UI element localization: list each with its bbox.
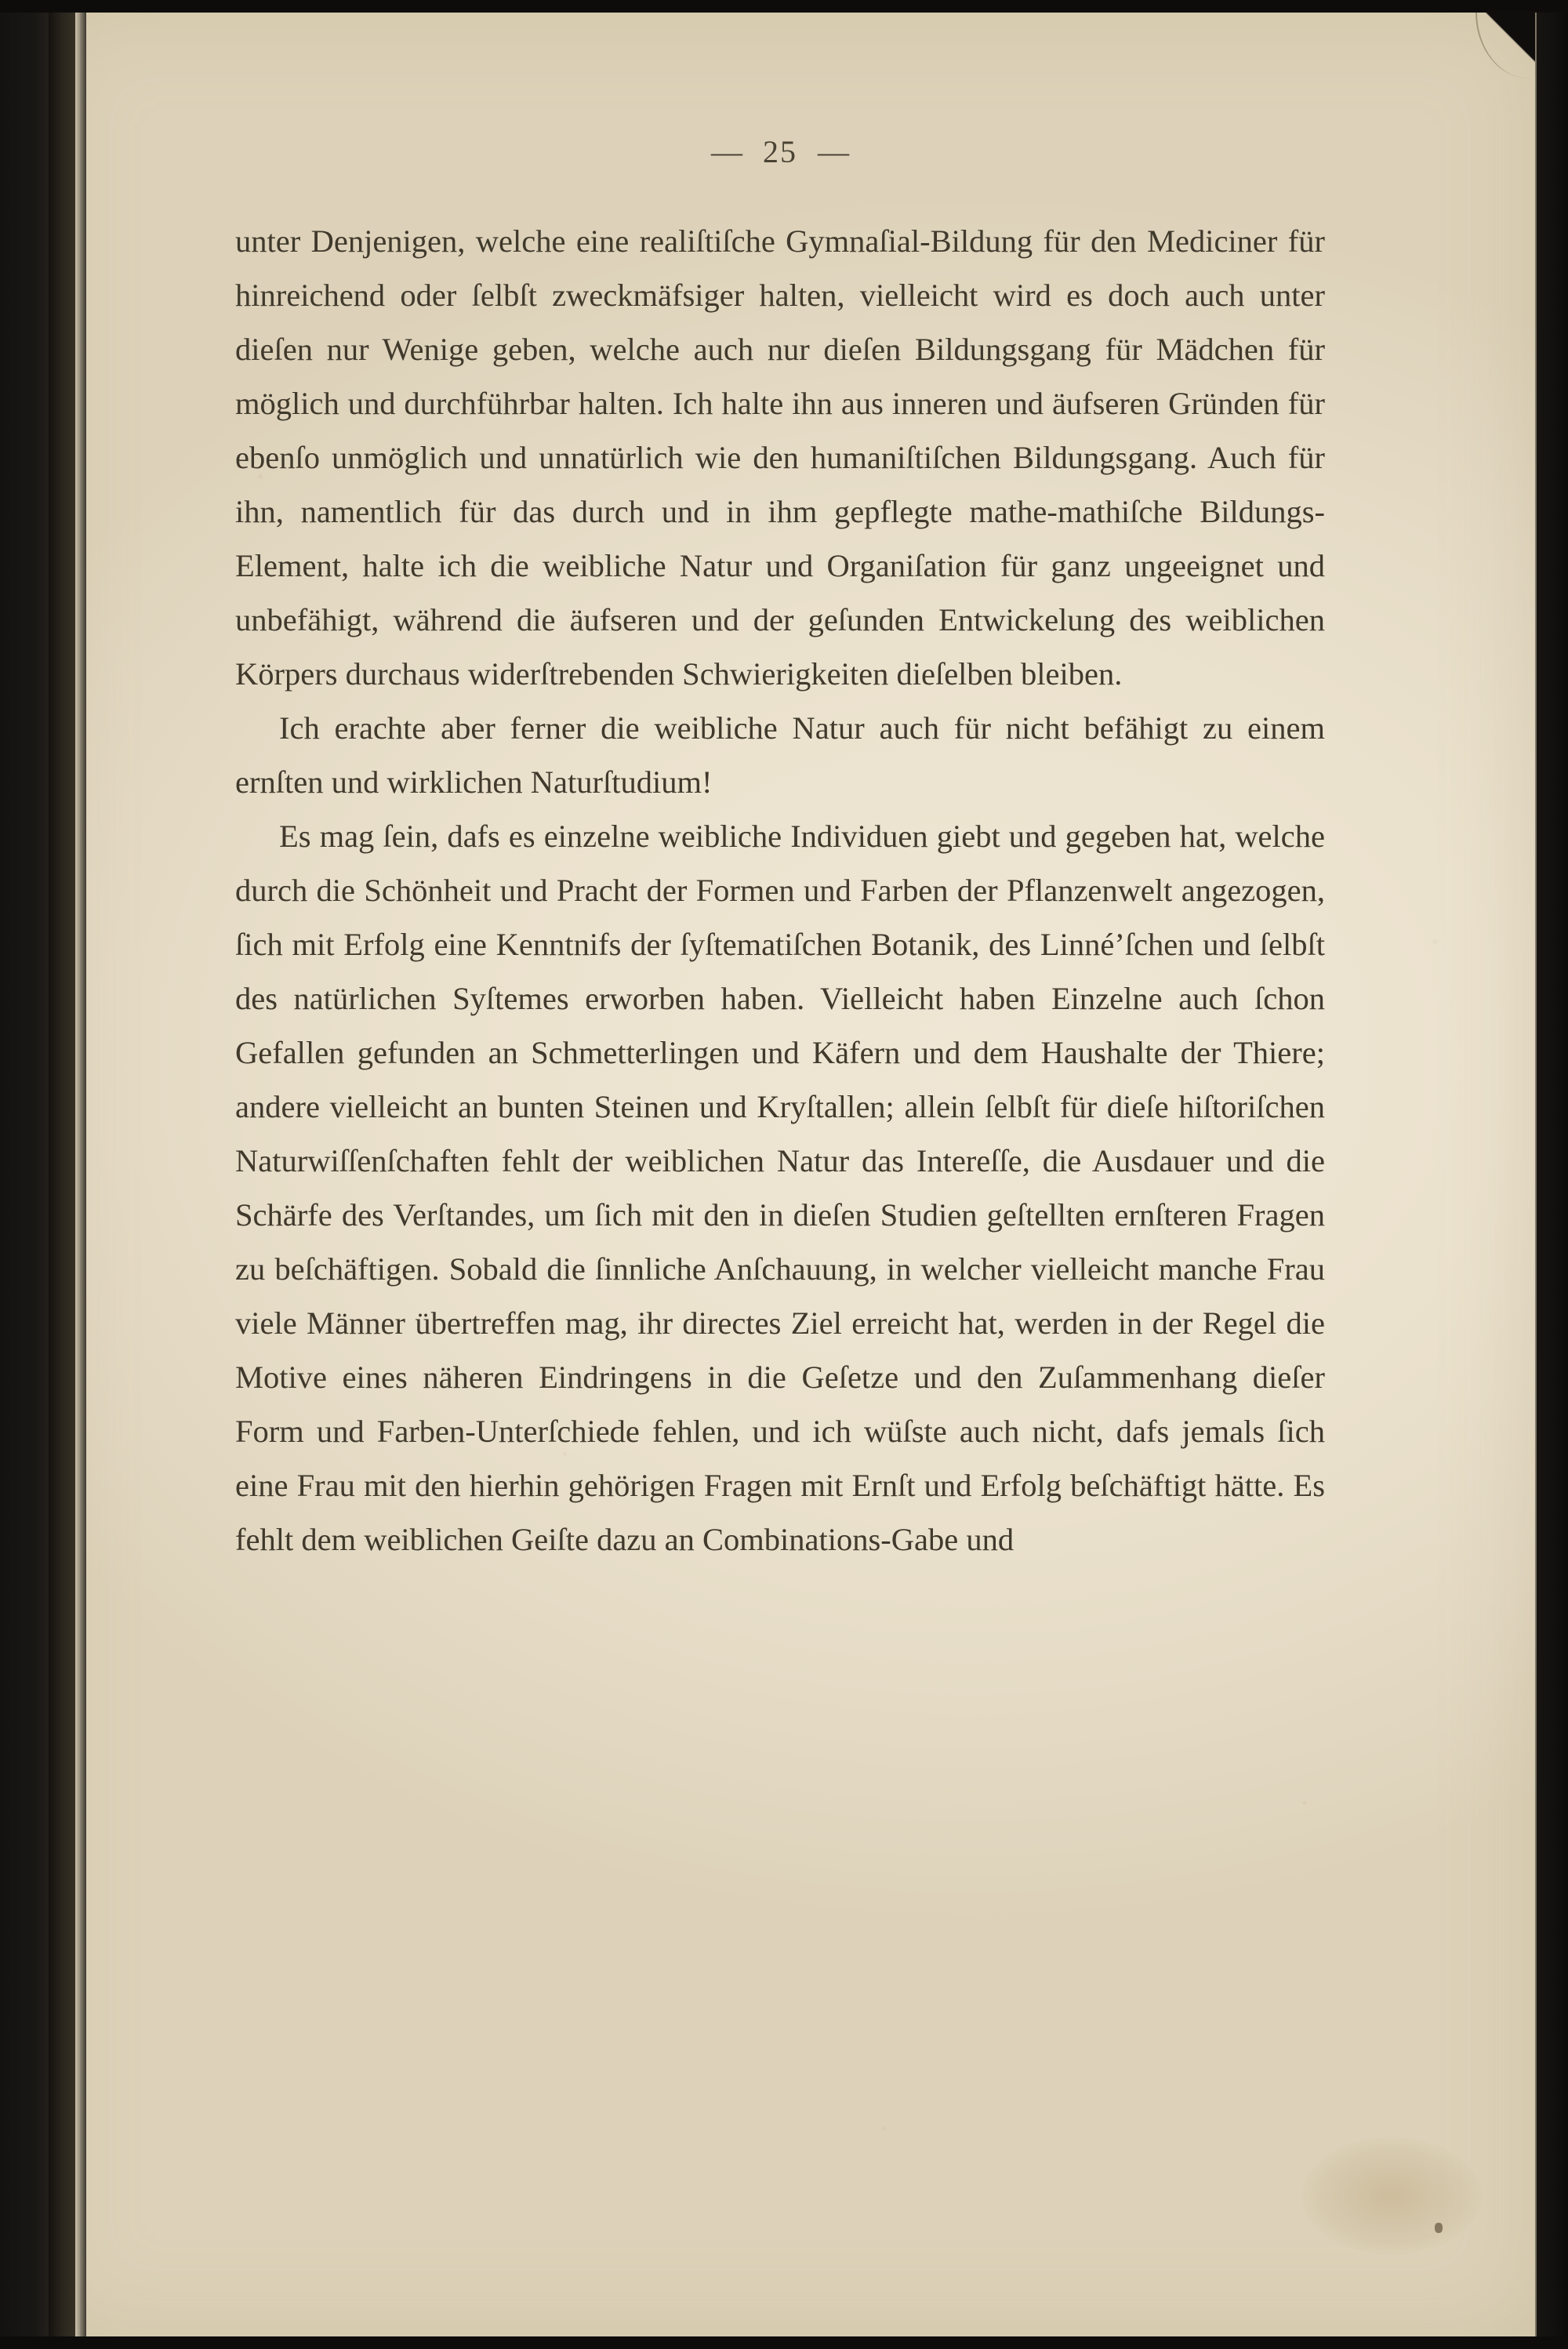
body-paragraph-3: Es mag ſein, dafs es einzelne weibliche Individuen giebt und gegeben hat, welche durch die Schönheit und Pracht der Formen und Farben der Pflanzenwelt angezogen, ſich mit Erfolg eine Kenntnifs der ſyſtematiſchen Botanik, des Linné’ſchen und ſelbſt des natürlichen Syſtemes erworben haben. Vielleicht haben Einzelne auch ſchon Gefallen gefunden an Schmetterlingen und Käfern und dem Haushalte der Thiere; andere vielleicht an bunten Steinen und Kryſtallen; allein ſelbſt für dieſe hiſtoriſchen Naturwiſſenſchaften fehlt der weiblichen Natur das Intereſſe, die Ausdauer und die Schärfe des Verſtandes, um ſich mit den in dieſen Studien geſtellten ernſteren Fragen zu beſchäftigen. Sobald die ſinnliche Anſchauung, in welcher vielleicht manche Frau viele Männer übertreffen mag, ihr directes Ziel erreicht hat, werden in der Regel die Motive eines näheren Eindringens in die Geſetze und den Zuſammenhang dieſer Form und Farben-Unterſchiede fehlen, und ich wüſste auch nicht, dafs jemals ſich eine Frau mit den hierhin gehörigen Fragen mit Ernſt und Erfolg beſchäftigt hätte. Es fehlt dem weiblichen Geiſte dazu an Combinations-Gabe und (235, 819, 1325, 1557)
page-edge-highlight (75, 0, 86, 2349)
scan-right-margin (1535, 0, 1568, 2349)
scan-bottom-margin (0, 2336, 1568, 2349)
page-number-line (235, 133, 1325, 170)
body-paragraph-1: unter Denjenigen, welche eine realiſtiſche Gymnaſial-Bildung für den Mediciner für hinreichend oder ſelbſt zweckmäfsiger halten, vielleicht wird es doch auch unter dieſen nur Wenige geben, welche auch nur dieſen Bildungsgang für Mädchen für möglich und durchführbar halten. Ich halte ihn aus inneren und äufseren Gründen für ebenſo unmöglich und unnatürlich wie den humaniſtiſchen Bildungsgang. Auch für ihn, namentlich für das durch und in ihm gepflegte mathe-mathiſche Bildungs-Element, halte ich die weibliche Natur und Organiſation für ganz ungeeignet und unbefähigt, während die äufseren und der geſunden Entwickelung des weiblichen Körpers durchaus widerſtrebenden Schwierigkeiten dieſelben bleiben. (235, 223, 1325, 692)
body-paragraph-2: Ich erachte aber ferner die weibliche Natur auch für nicht befähigt zu einem ernſten und wirklichen Naturſtudium! (235, 710, 1325, 800)
folio-dash-right: — (818, 134, 849, 169)
text-column (235, 133, 1325, 1567)
folio-dash-left: — (711, 134, 742, 169)
paper-fleck (1435, 2223, 1443, 2233)
book-gutter (0, 0, 86, 2349)
scan-top-margin (0, 0, 1568, 13)
page-number: 25 (763, 134, 797, 169)
